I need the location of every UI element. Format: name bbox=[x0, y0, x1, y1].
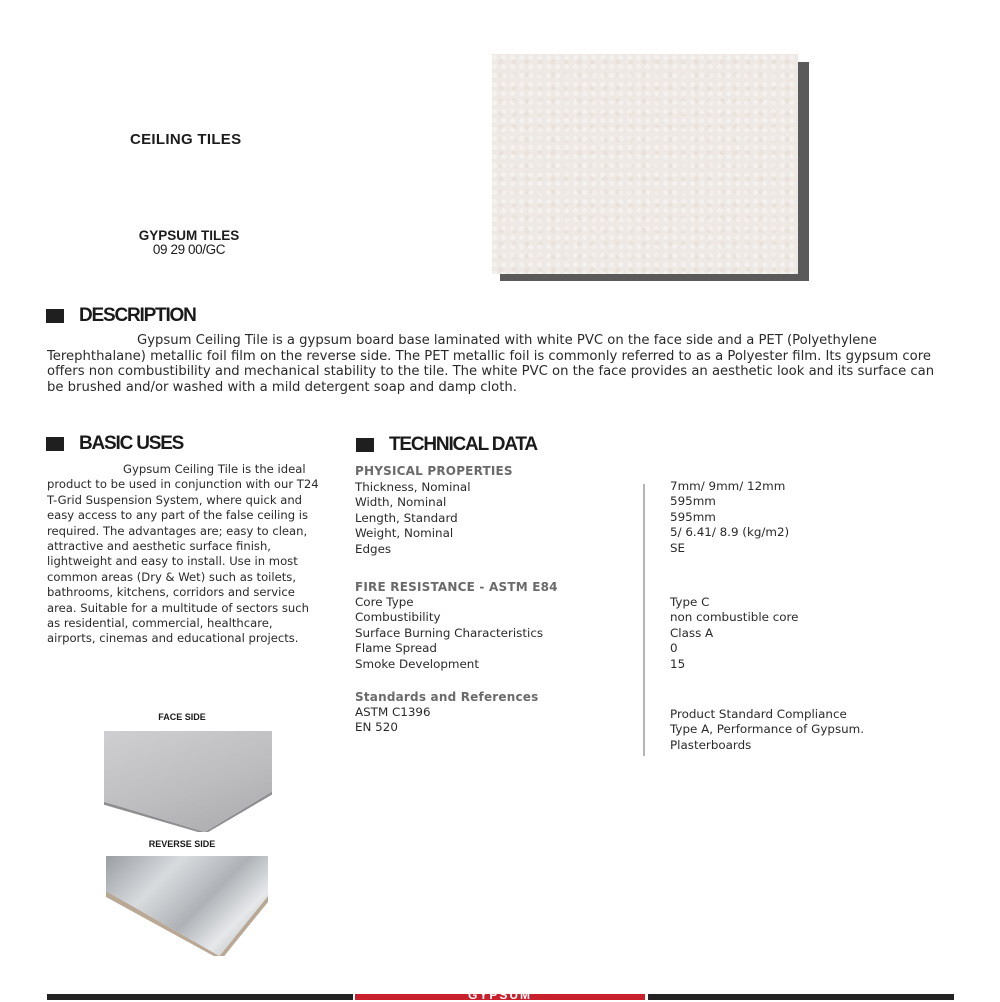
footer-brand-text: GYPSUM bbox=[467, 988, 532, 1002]
basic-uses-heading-text: BASIC USES bbox=[79, 433, 184, 454]
standard-item: EN 520 bbox=[355, 720, 398, 735]
fire-resistance-labels bbox=[355, 595, 543, 672]
fire-resistance-values bbox=[670, 595, 798, 672]
ceiling-tile-image bbox=[492, 54, 798, 274]
property-value: non combustible core bbox=[670, 610, 799, 625]
physical-properties-values bbox=[670, 479, 789, 556]
property-value: 595mm bbox=[670, 494, 716, 509]
footer-bar-right bbox=[648, 994, 954, 1000]
technical-data-heading bbox=[356, 434, 537, 456]
property-label: Weight, Nominal bbox=[355, 526, 454, 541]
footer-bar-left bbox=[47, 994, 353, 1000]
property-value: 15 bbox=[670, 656, 686, 671]
standard-item: ASTM C1396 bbox=[355, 705, 431, 719]
section-bullet-icon bbox=[46, 309, 64, 323]
physical-properties-title: PHYSICAL PROPERTIES bbox=[355, 464, 513, 478]
standards-title: Standards and References bbox=[355, 690, 539, 704]
property-value: 7mm/ 9mm/ 12mm bbox=[670, 479, 786, 493]
property-label: Surface Burning Characteristics bbox=[355, 625, 544, 640]
description-body: Gypsum Ceiling Tile is a gypsum board base laminated with white PVC on the face side and a PET (Polyethylene Terephthalane) metallic foil film on the reverse side. The PET metallic foil is commonly referred to as a Polyester film. Its gypsum core offers non combustibility and mechanical stability to the tile. The white PVC on the face provides an aesthetic look and its surface can be brushed and/or washed with a mild detergent soap and damp cloth. bbox=[47, 333, 935, 395]
product-code: 09 29 00/GC bbox=[152, 242, 226, 257]
description-heading bbox=[46, 305, 196, 327]
description-heading-text: DESCRIPTION bbox=[79, 305, 196, 326]
property-value: SE bbox=[670, 540, 686, 555]
physical-properties-labels bbox=[355, 480, 471, 557]
column-divider bbox=[643, 484, 645, 756]
face-side-label: FACE SIDE bbox=[158, 712, 206, 722]
property-label: Smoke Development bbox=[355, 656, 480, 671]
property-value: 0 bbox=[670, 641, 678, 656]
property-label: Flame Spread bbox=[355, 641, 437, 656]
property-label: Thickness, Nominal bbox=[355, 480, 471, 494]
property-value: Class A bbox=[670, 625, 714, 640]
property-label: Width, Nominal bbox=[355, 495, 447, 510]
property-value: 5/ 6.41/ 8.9 (kg/m2) bbox=[670, 525, 790, 540]
product-name: GYPSUM TILES bbox=[138, 228, 240, 243]
property-label: Combustibility bbox=[355, 610, 441, 625]
technical-data-heading-text: TECHNICAL DATA bbox=[389, 434, 537, 455]
property-value: 595mm bbox=[670, 509, 716, 524]
standards-list bbox=[355, 705, 431, 736]
property-value: Type C bbox=[670, 595, 710, 609]
basic-uses-heading bbox=[46, 433, 183, 455]
fire-resistance-title: FIRE RESISTANCE - ASTM E84 bbox=[355, 580, 558, 594]
property-label: Core Type bbox=[355, 595, 414, 609]
face-side-image bbox=[104, 731, 272, 832]
product-title bbox=[127, 229, 251, 257]
compliance-line: Plasterboards bbox=[670, 737, 752, 752]
category-title: CEILING TILES bbox=[130, 131, 242, 148]
footer-bar-center bbox=[355, 988, 645, 1002]
property-label: Length, Standard bbox=[355, 510, 458, 525]
section-bullet-icon bbox=[356, 438, 374, 452]
compliance-line: Type A, Performance of Gypsum. bbox=[670, 722, 865, 737]
basic-uses-body: Gypsum Ceiling Tile is the ideal product to be used in conjunction with our T24 T-Grid Suspension System, where quick and easy access to any part of the false ceiling is required. The advantages are; easy to clean, attractive and aesthetic surface finish, lightweight and easy to install. Use in most common areas (Dry & Wet) such as toilets, bathrooms, kitchens, corridors and service area. Suitable for a multitude of sectors such as residential, commercial, healthcare, airports, cinemas and educational projects. bbox=[47, 462, 319, 646]
compliance-line: Product Standard Compliance bbox=[670, 707, 847, 721]
property-label: Edges bbox=[355, 541, 392, 556]
standards-compliance bbox=[670, 707, 864, 753]
reverse-side-label: REVERSE SIDE bbox=[148, 839, 216, 849]
section-bullet-icon bbox=[46, 437, 64, 451]
